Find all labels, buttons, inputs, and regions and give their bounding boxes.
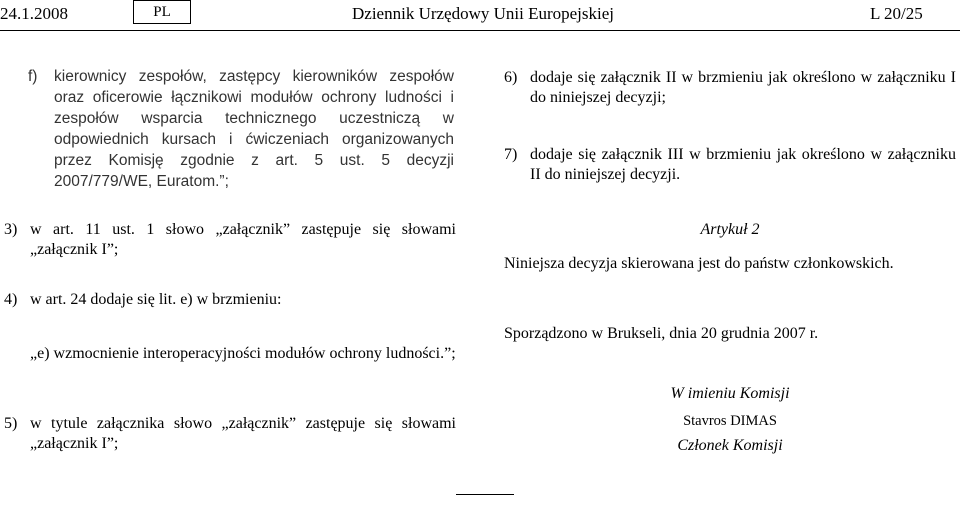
on-behalf-of-commission: W imieniu Komisji [670, 385, 790, 402]
header-rule [0, 30, 960, 31]
article-2-body: Niniejsza decyzja skierowana jest do państw członkowskich. [504, 255, 894, 272]
point-6 [504, 68, 956, 108]
language-badge: PL [133, 0, 191, 24]
point-4 [4, 290, 456, 310]
end-rule [456, 494, 514, 495]
header-date: 24.1.2008 [0, 4, 68, 23]
point-3 [4, 220, 456, 260]
point-6-number: 6) [504, 69, 518, 86]
point-5-text: w tytule załącznika słowo „załącznik” zastępuje się słowami „załącznik I”; [30, 415, 456, 452]
signatory-role: Członek Komisji [677, 437, 783, 454]
article-2-title: Artykuł 2 [700, 221, 760, 238]
point-f-number: f) [28, 68, 38, 85]
point-4-quoted-e: „e) wzmocnienie interoperacyjności modułów ochrony ludności.”; [30, 345, 456, 362]
journal-title: Dziennik Urzędowy Unii Europejskiej [352, 4, 615, 23]
signatory-name: Stavros DIMAS [683, 413, 777, 429]
point-7-text: dodaje się załącznik III w brzmieniu jak określono w załączniku II do niniejszej decyzji. [530, 146, 956, 183]
page-reference: L 20/25 [870, 4, 923, 23]
done-at-statement: Sporządzono w Brukseli, dnia 20 grudnia 2007 r. [504, 325, 819, 342]
point-5 [4, 414, 456, 454]
point-4-text: w art. 24 dodaje się lit. e) w brzmieniu: [30, 291, 282, 308]
point-f [28, 66, 454, 192]
point-3-text: w art. 11 ust. 1 słowo „załącznik” zastępuje się słowami „załącznik I”; [30, 221, 456, 258]
point-f-text: kierownicy zespołów, zastępcy kierowników zespołów oraz oficerowie łącznikowi modułów ochrony ludności i zespołów wsparcia technicznego uczestniczą w odpowiednich kursach i ćwiczeniach organizowanych przez Komisję zgodnie z art. 5 ust. 5 decyzji 2007/779/WE, Euratom.”; [54, 68, 454, 190]
point-3-number: 3) [4, 221, 18, 238]
point-6-text: dodaje się załącznik II w brzmieniu jak określono w załączniku I do niniejszej decyzji; [530, 69, 956, 106]
point-7 [504, 145, 956, 185]
point-7-number: 7) [504, 146, 518, 163]
point-4-number: 4) [4, 291, 18, 308]
point-5-number: 5) [4, 415, 18, 432]
